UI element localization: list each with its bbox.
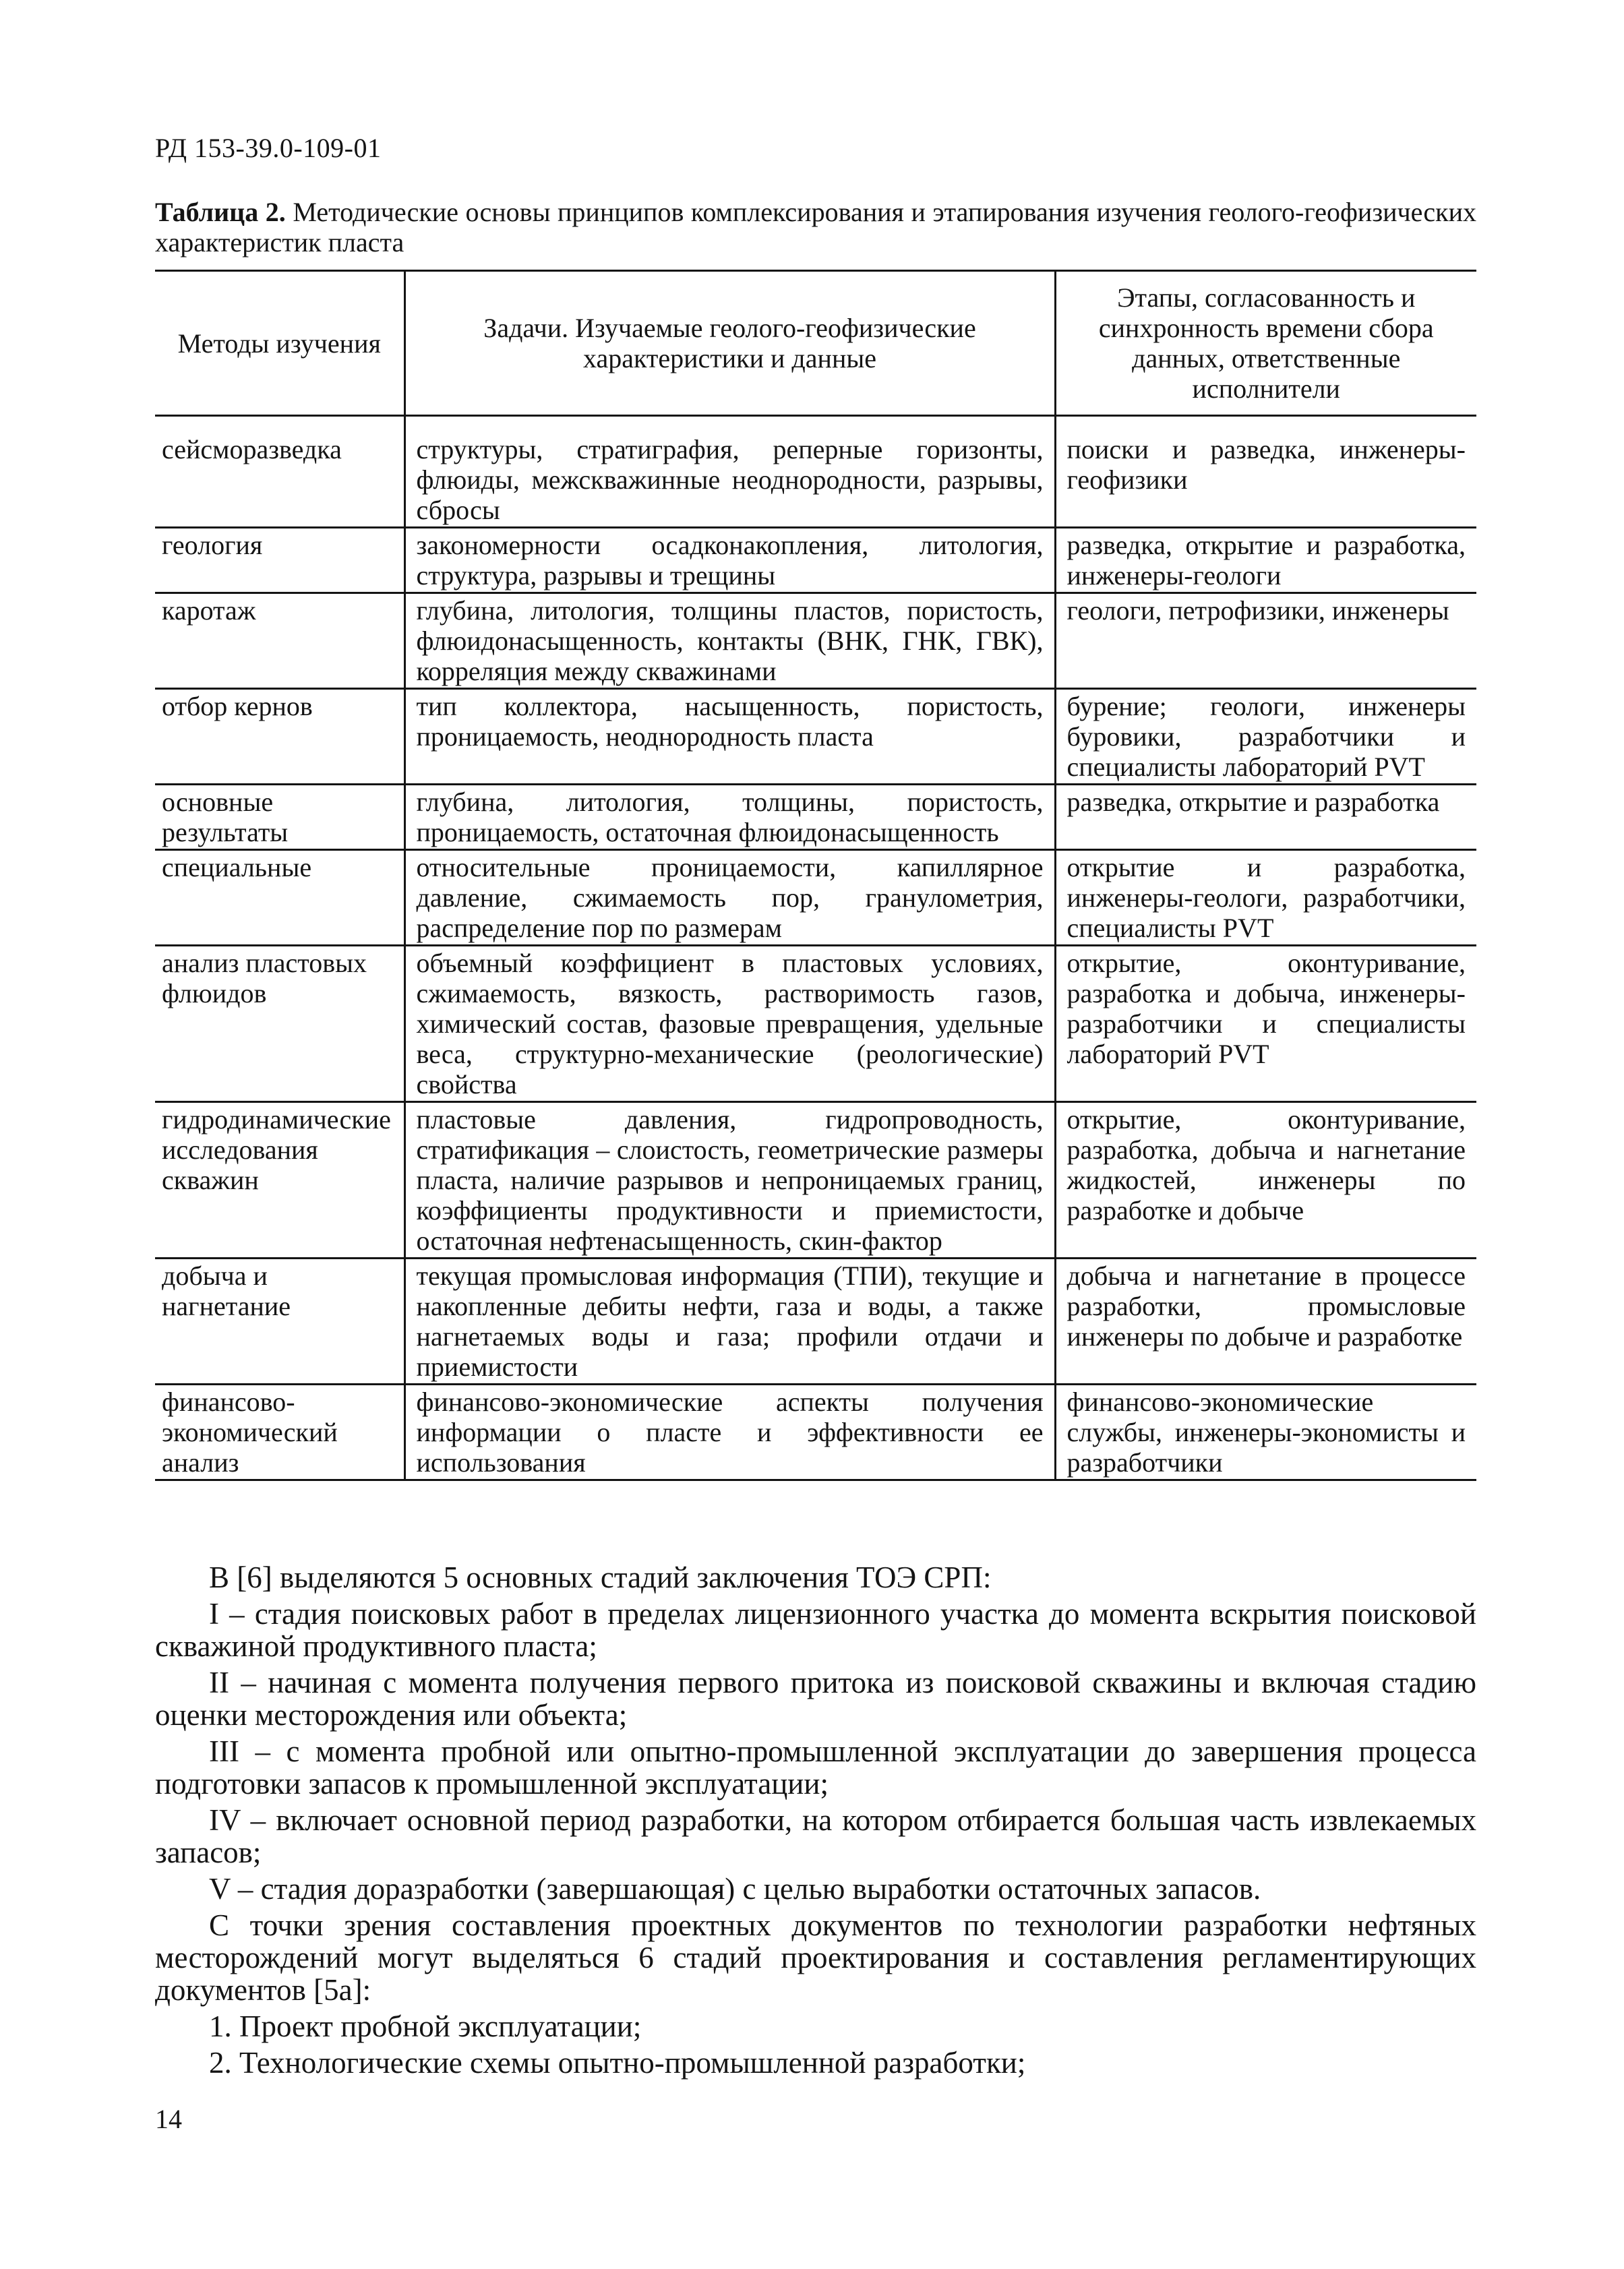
paragraph: IV – включает основной период разработки, на котором отбирается большая часть извлекаемых запасов; [155,1803,1476,1869]
cell-method: добыча и нагнетание [155,1259,404,1385]
paragraph: V – стадия доразработки (завершающая) с целью выработки остаточных запасов. [209,1872,1261,1906]
cell-tasks: финансово-экономические аспекты получения информации о пласте и эффективности ее использования [404,1385,1055,1480]
cell-stages: поиски и разведка, инженеры-геофизики [1055,416,1476,528]
cell-tasks: пластовые давления, гидропроводность, стратификация – слоистость, геометрические размеры пласта, наличие разрывов и непроницаемых границ, коэффициенты продуктивности и приемистости, остаточная нефтенасыщенность, скин-фактор [404,1102,1055,1259]
cell-stages: финансово-экономические службы, инженеры-экономисты и разработчики [1055,1385,1476,1480]
cell-stages: открытие, оконтуривание, разработка и добыча, инженеры-разработчики и специалисты лабораторий PVT [1055,946,1476,1102]
cell-tasks: тип коллектора, насыщенность, пористость, проницаемость, неоднородность пласта [404,689,1055,785]
cell-method: анализ пластовых флюидов [155,946,404,1102]
cell-stages: разведка, открытие и разработка [1055,785,1476,850]
table-caption [155,197,1476,258]
paragraph: III – с момента пробной или опытно-промышленной эксплуатации до завершения процесса подготовки запасов к промышленной эксплуатации; [155,1734,1476,1801]
cell-stages: геологи, петрофизики, инженеры [1055,593,1476,689]
cell-method: каротаж [155,593,404,689]
table-row [155,416,1476,528]
cell-stages: разведка, открытие и разработка, инженеры-геологи [1055,528,1476,593]
paragraph: 1. Проект пробной эксплуатации; [209,2009,642,2043]
cell-tasks: текущая промысловая информация (ТПИ), текущие и накопленные дебиты нефти, газа и воды, а также нагнетаемых воды и газа; профили отдачи и приемистости [404,1259,1055,1385]
table-caption-label: Таблица 2. [155,197,286,227]
column-header-tasks: Задачи. Изучаемые геолого-геофизические характеристики и данные [404,271,1055,416]
cell-tasks: относительные проницаемости, капиллярное давление, сжимаемость пор, гранулометрия, распределение пор по размерам [404,850,1055,946]
table-row [155,1259,1476,1385]
document-code: РД 153-39.0-109-01 [155,133,382,163]
column-header-methods: Методы изучения [155,271,404,416]
table-header-row [155,271,1476,416]
cell-method: геология [155,528,404,593]
table-row [155,1385,1476,1480]
paragraph: В [6] выделяются 5 основных стадий заключения ТОЭ СРП: [209,1561,992,1594]
column-header-stages: Этапы, согласованность и синхронность времени сбора данных, ответственные исполнители [1055,271,1476,416]
paragraph: 2. Технологические схемы опытно-промышленной разработки; [209,2046,1026,2080]
paragraph: II – начиная с момента получения первого притока из поисковой скважины и включая стадию оценки месторождения или объекта; [155,1666,1476,1732]
cell-tasks: глубина, литология, толщины, пористость, проницаемость, остаточная флюидонасыщенность [404,785,1055,850]
table-row [155,946,1476,1102]
paragraph: I – стадия поисковых работ в пределах лицензионного участка до момента вскрытия поисковой скважиной продуктивного пласта; [155,1597,1476,1663]
cell-stages: открытие и разработка, инженеры-геологи, разработчики, специалисты PVT [1055,850,1476,946]
cell-stages: открытие, оконтуривание, разработка, добыча и нагнетание жидкостей, инженеры по разработке и добыче [1055,1102,1476,1259]
cell-tasks: закономерности осадконакопления, литология, структура, разрывы и трещины [404,528,1055,593]
table-caption-text: Методические основы принципов комплексирования и этапирования изучения геолого-геофизических характеристик пласта [155,197,1476,258]
table-row [155,593,1476,689]
cell-method: отбор кернов [155,689,404,785]
cell-method: финансово-экономический анализ [155,1385,404,1480]
cell-tasks: объемный коэффициент в пластовых условиях, сжимаемость, вязкость, растворимость газов, химический состав, фазовые превращения, удельные веса, структурно-механические (реологические) свойства [404,946,1055,1102]
table-row [155,689,1476,785]
cell-tasks: глубина, литология, толщины пластов, пористость, флюидонасыщенность, контакты (ВНК, ГНК, ГВК), корреляция между скважинами [404,593,1055,689]
table-row [155,785,1476,850]
methods-table [155,270,1476,1481]
page-number: 14 [155,2104,182,2134]
table-row [155,850,1476,946]
cell-method: специальные [155,850,404,946]
cell-method: сейсморазведка [155,416,404,528]
table-row [155,528,1476,593]
cell-stages: добыча и нагнетание в процессе разработки, промысловые инженеры по добыче и разработке [1055,1259,1476,1385]
cell-stages: бурение; геологи, инженеры буровики, разработчики и специалисты лабораторий PVT [1055,689,1476,785]
cell-tasks: структуры, стратиграфия, реперные горизонты, флюиды, межскважинные неоднородности, разрывы, сбросы [404,416,1055,528]
body-text [155,1561,1476,2083]
paragraph: С точки зрения составления проектных документов по технологии разработки нефтяных месторождений могут выделяться 6 стадий проектирования и составления регламентирующих документов [5а]: [155,1908,1476,2007]
cell-method: основные результаты [155,785,404,850]
cell-method: гидродинамические исследования скважин [155,1102,404,1259]
table-row [155,1102,1476,1259]
